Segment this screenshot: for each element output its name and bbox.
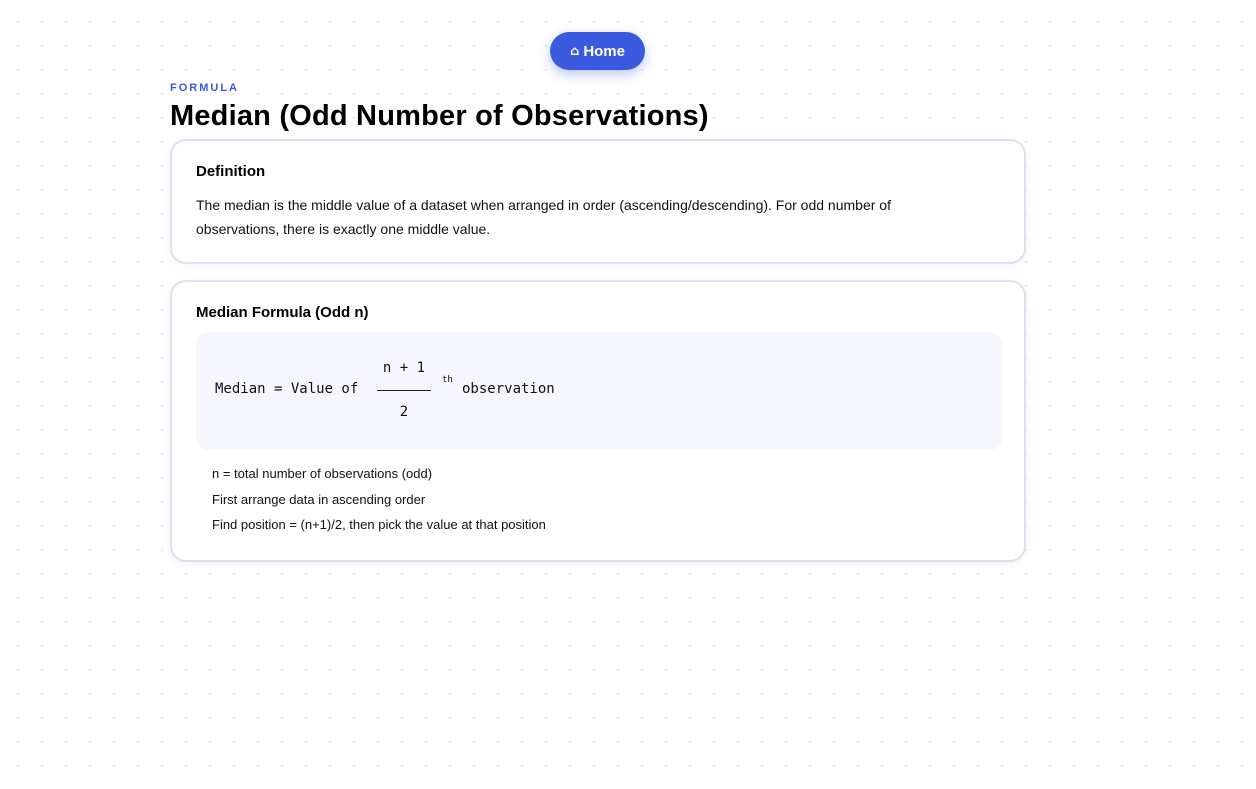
list-item: Find position = (n+1)/2, then pick the value at that position xyxy=(212,517,546,532)
definition-card xyxy=(170,139,1026,264)
formula-card xyxy=(170,280,1026,562)
home-icon: ⌂ xyxy=(570,43,580,59)
formula-title: Median Formula (Odd n) xyxy=(196,304,369,321)
formula-denominator: 2 xyxy=(399,404,409,420)
page-title: Median (Odd Number of Observations) xyxy=(170,100,709,132)
formula-superscript: th xyxy=(442,375,453,385)
list-item: First arrange data in ascending order xyxy=(212,491,426,507)
formula-rhs: observation xyxy=(462,381,555,397)
definition-text: The median is the middle value of a dataset when arranged in order (ascending/descending). For odd number of observations, there is exactly one middle value. xyxy=(196,197,891,237)
home-button-label: Home xyxy=(583,42,625,60)
formula-notes xyxy=(212,464,546,541)
formula-numerator: n + 1 xyxy=(382,360,426,376)
section-kicker: FORMULA xyxy=(170,82,239,94)
home-button[interactable] xyxy=(550,32,645,70)
formula-lhs: Median = Value of xyxy=(215,381,359,397)
definition-title: Definition xyxy=(196,163,266,180)
formula-display xyxy=(196,332,1002,450)
fraction-bar xyxy=(377,390,431,391)
list-item: n = total number of observations (odd) xyxy=(212,466,433,481)
